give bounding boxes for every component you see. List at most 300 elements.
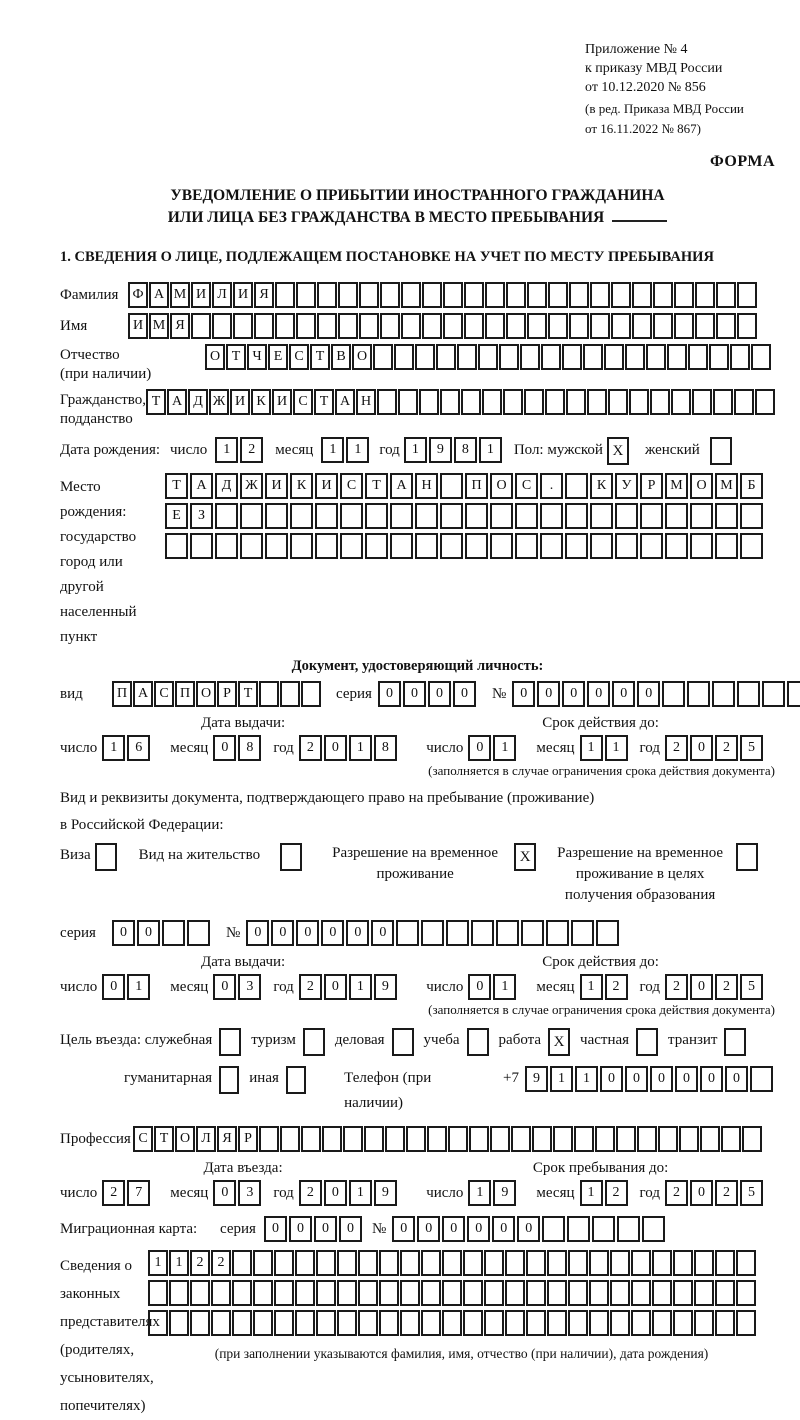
purpose-work-checkbox[interactable]: X: [548, 1028, 570, 1056]
char-box[interactable]: [421, 1310, 441, 1336]
char-box[interactable]: [440, 473, 463, 499]
char-box[interactable]: [590, 533, 613, 559]
char-box[interactable]: [715, 1280, 735, 1306]
char-box[interactable]: 0: [324, 735, 347, 761]
char-box[interactable]: О: [490, 473, 513, 499]
char-box[interactable]: [490, 533, 513, 559]
char-box[interactable]: [253, 1280, 273, 1306]
char-box[interactable]: И: [272, 389, 292, 415]
char-box[interactable]: [642, 1216, 665, 1242]
char-box[interactable]: [650, 389, 670, 415]
char-box[interactable]: 0: [271, 920, 294, 946]
char-box[interactable]: 0: [371, 920, 394, 946]
char-box[interactable]: [394, 344, 414, 370]
char-box[interactable]: [589, 1310, 609, 1336]
char-box[interactable]: [505, 1250, 525, 1276]
char-box[interactable]: [595, 1126, 615, 1152]
char-box[interactable]: [542, 1216, 565, 1242]
purpose-other-checkbox[interactable]: [286, 1066, 306, 1094]
char-box[interactable]: [569, 282, 589, 308]
char-box[interactable]: [337, 1310, 357, 1336]
char-box[interactable]: [640, 533, 663, 559]
char-box[interactable]: Л: [196, 1126, 216, 1152]
char-box[interactable]: [541, 344, 561, 370]
char-box[interactable]: [317, 282, 337, 308]
char-box[interactable]: [611, 282, 631, 308]
char-box[interactable]: [240, 503, 263, 529]
char-box[interactable]: Е: [268, 344, 288, 370]
char-box[interactable]: 2: [665, 1180, 688, 1206]
char-box[interactable]: [750, 1066, 773, 1092]
char-box[interactable]: [463, 1280, 483, 1306]
char-box[interactable]: [398, 389, 418, 415]
char-box[interactable]: 1: [349, 974, 372, 1000]
char-box[interactable]: [615, 503, 638, 529]
char-box[interactable]: [165, 533, 188, 559]
char-box[interactable]: О: [352, 344, 372, 370]
char-box[interactable]: [755, 389, 775, 415]
char-box[interactable]: [465, 503, 488, 529]
char-box[interactable]: [465, 533, 488, 559]
char-box[interactable]: [442, 1280, 462, 1306]
purpose-humanitarian-checkbox[interactable]: [219, 1066, 239, 1094]
char-box[interactable]: [695, 282, 715, 308]
char-box[interactable]: У: [615, 473, 638, 499]
char-box[interactable]: [469, 1126, 489, 1152]
char-box[interactable]: [211, 1280, 231, 1306]
char-box[interactable]: А: [133, 681, 153, 707]
char-box[interactable]: 1: [349, 1180, 372, 1206]
temp-residence-checkbox[interactable]: X: [514, 843, 536, 871]
char-box[interactable]: 2: [190, 1250, 210, 1276]
char-box[interactable]: 2: [299, 974, 322, 1000]
char-box[interactable]: Н: [356, 389, 376, 415]
char-box[interactable]: И: [230, 389, 250, 415]
char-box[interactable]: [592, 1216, 615, 1242]
char-box[interactable]: С: [154, 681, 174, 707]
char-box[interactable]: [400, 1250, 420, 1276]
char-box[interactable]: Н: [415, 473, 438, 499]
char-box[interactable]: [673, 1310, 693, 1336]
char-box[interactable]: [253, 1310, 273, 1336]
char-box[interactable]: 0: [378, 681, 401, 707]
char-box[interactable]: 0: [442, 1216, 465, 1242]
char-box[interactable]: Ж: [209, 389, 229, 415]
char-box[interactable]: [295, 1250, 315, 1276]
char-box[interactable]: [736, 1310, 756, 1336]
char-box[interactable]: [511, 1126, 531, 1152]
char-box[interactable]: 2: [665, 974, 688, 1000]
char-box[interactable]: 0: [213, 974, 236, 1000]
char-box[interactable]: 9: [525, 1066, 548, 1092]
char-box[interactable]: [463, 1250, 483, 1276]
char-box[interactable]: [478, 344, 498, 370]
char-box[interactable]: [688, 344, 708, 370]
char-box[interactable]: .: [540, 473, 563, 499]
char-box[interactable]: 7: [127, 1180, 150, 1206]
char-box[interactable]: [315, 503, 338, 529]
char-box[interactable]: [390, 503, 413, 529]
char-box[interactable]: 0: [637, 681, 660, 707]
char-box[interactable]: 1: [580, 735, 603, 761]
char-box[interactable]: [546, 920, 569, 946]
char-box[interactable]: [751, 344, 771, 370]
char-box[interactable]: 0: [492, 1216, 515, 1242]
char-box[interactable]: О: [196, 681, 216, 707]
char-box[interactable]: 0: [428, 681, 451, 707]
char-box[interactable]: Д: [188, 389, 208, 415]
char-box[interactable]: [274, 1250, 294, 1276]
char-box[interactable]: [316, 1280, 336, 1306]
char-box[interactable]: 1: [102, 735, 125, 761]
char-box[interactable]: Д: [215, 473, 238, 499]
char-box[interactable]: [547, 1280, 567, 1306]
char-box[interactable]: [762, 681, 785, 707]
char-box[interactable]: [315, 533, 338, 559]
char-box[interactable]: 2: [211, 1250, 231, 1276]
char-box[interactable]: 0: [392, 1216, 415, 1242]
char-box[interactable]: [365, 533, 388, 559]
char-box[interactable]: [274, 1280, 294, 1306]
char-box[interactable]: Р: [640, 473, 663, 499]
char-box[interactable]: И: [233, 282, 253, 308]
char-box[interactable]: [737, 282, 757, 308]
char-box[interactable]: 1: [493, 974, 516, 1000]
char-box[interactable]: К: [251, 389, 271, 415]
char-box[interactable]: А: [149, 282, 169, 308]
char-box[interactable]: 1: [468, 1180, 491, 1206]
char-box[interactable]: [340, 533, 363, 559]
char-box[interactable]: 0: [587, 681, 610, 707]
char-box[interactable]: М: [715, 473, 738, 499]
char-box[interactable]: А: [390, 473, 413, 499]
char-box[interactable]: [736, 1280, 756, 1306]
char-box[interactable]: [259, 681, 279, 707]
char-box[interactable]: 1: [493, 735, 516, 761]
room-number-blank[interactable]: [612, 208, 667, 222]
char-box[interactable]: [553, 1126, 573, 1152]
char-box[interactable]: [730, 344, 750, 370]
char-box[interactable]: М: [170, 282, 190, 308]
char-box[interactable]: [590, 313, 610, 339]
char-box[interactable]: 0: [321, 920, 344, 946]
char-box[interactable]: [526, 1250, 546, 1276]
char-box[interactable]: [673, 1280, 693, 1306]
char-box[interactable]: [590, 503, 613, 529]
char-box[interactable]: [232, 1280, 252, 1306]
purpose-official-checkbox[interactable]: [219, 1028, 241, 1056]
char-box[interactable]: [583, 344, 603, 370]
char-box[interactable]: Ф: [128, 282, 148, 308]
char-box[interactable]: [700, 1126, 720, 1152]
char-box[interactable]: [316, 1250, 336, 1276]
char-box[interactable]: Р: [238, 1126, 258, 1152]
char-box[interactable]: О: [205, 344, 225, 370]
char-box[interactable]: [265, 503, 288, 529]
char-box[interactable]: [484, 1310, 504, 1336]
char-box[interactable]: Р: [217, 681, 237, 707]
char-box[interactable]: [401, 282, 421, 308]
char-box[interactable]: 0: [700, 1066, 723, 1092]
char-box[interactable]: [290, 533, 313, 559]
char-box[interactable]: [496, 920, 519, 946]
char-box[interactable]: [290, 503, 313, 529]
char-box[interactable]: [569, 313, 589, 339]
char-box[interactable]: 1: [169, 1250, 189, 1276]
char-box[interactable]: [343, 1126, 363, 1152]
char-box[interactable]: 2: [299, 735, 322, 761]
char-box[interactable]: [596, 920, 619, 946]
char-box[interactable]: [212, 313, 232, 339]
char-box[interactable]: 1: [148, 1250, 168, 1276]
char-box[interactable]: 0: [403, 681, 426, 707]
char-box[interactable]: 0: [213, 1180, 236, 1206]
char-box[interactable]: [692, 389, 712, 415]
char-box[interactable]: 1: [127, 974, 150, 1000]
char-box[interactable]: [316, 1310, 336, 1336]
char-box[interactable]: [610, 1280, 630, 1306]
char-box[interactable]: [652, 1310, 672, 1336]
char-box[interactable]: [275, 313, 295, 339]
purpose-study-checkbox[interactable]: [467, 1028, 489, 1056]
char-box[interactable]: [446, 920, 469, 946]
char-box[interactable]: [461, 389, 481, 415]
char-box[interactable]: [358, 1310, 378, 1336]
char-box[interactable]: [377, 389, 397, 415]
purpose-business-checkbox[interactable]: [392, 1028, 414, 1056]
char-box[interactable]: [442, 1310, 462, 1336]
char-box[interactable]: 1: [215, 437, 238, 463]
char-box[interactable]: 5: [740, 974, 763, 1000]
visa-checkbox[interactable]: [95, 843, 117, 871]
char-box[interactable]: [587, 389, 607, 415]
char-box[interactable]: З: [190, 503, 213, 529]
char-box[interactable]: П: [112, 681, 132, 707]
char-box[interactable]: [415, 533, 438, 559]
char-box[interactable]: [589, 1250, 609, 1276]
char-box[interactable]: [379, 1310, 399, 1336]
char-box[interactable]: 0: [264, 1216, 287, 1242]
char-box[interactable]: [652, 1250, 672, 1276]
char-box[interactable]: [253, 1250, 273, 1276]
char-box[interactable]: [187, 920, 210, 946]
char-box[interactable]: [540, 503, 563, 529]
char-box[interactable]: 2: [299, 1180, 322, 1206]
char-box[interactable]: [464, 282, 484, 308]
char-box[interactable]: 0: [467, 1216, 490, 1242]
char-box[interactable]: Я: [170, 313, 190, 339]
char-box[interactable]: 8: [374, 735, 397, 761]
char-box[interactable]: 0: [324, 1180, 347, 1206]
char-box[interactable]: [547, 1310, 567, 1336]
char-box[interactable]: [421, 1250, 441, 1276]
char-box[interactable]: О: [690, 473, 713, 499]
char-box[interactable]: [275, 282, 295, 308]
char-box[interactable]: [615, 533, 638, 559]
char-box[interactable]: [646, 344, 666, 370]
char-box[interactable]: [215, 533, 238, 559]
char-box[interactable]: 0: [512, 681, 535, 707]
char-box[interactable]: [695, 313, 715, 339]
char-box[interactable]: [716, 313, 736, 339]
char-box[interactable]: [482, 389, 502, 415]
char-box[interactable]: Е: [165, 503, 188, 529]
char-box[interactable]: [471, 920, 494, 946]
char-box[interactable]: [385, 1126, 405, 1152]
char-box[interactable]: [490, 1126, 510, 1152]
char-box[interactable]: [527, 282, 547, 308]
char-box[interactable]: [625, 344, 645, 370]
char-box[interactable]: [737, 313, 757, 339]
char-box[interactable]: [662, 681, 685, 707]
char-box[interactable]: 0: [346, 920, 369, 946]
char-box[interactable]: [694, 1250, 714, 1276]
char-box[interactable]: [667, 344, 687, 370]
char-box[interactable]: [787, 681, 800, 707]
char-box[interactable]: [548, 282, 568, 308]
char-box[interactable]: 0: [289, 1216, 312, 1242]
char-box[interactable]: [322, 1126, 342, 1152]
char-box[interactable]: Т: [146, 389, 166, 415]
char-box[interactable]: [190, 1280, 210, 1306]
purpose-transit-checkbox[interactable]: [724, 1028, 746, 1056]
char-box[interactable]: [567, 1216, 590, 1242]
char-box[interactable]: А: [190, 473, 213, 499]
char-box[interactable]: [419, 389, 439, 415]
char-box[interactable]: М: [149, 313, 169, 339]
char-box[interactable]: [296, 282, 316, 308]
char-box[interactable]: [233, 313, 253, 339]
char-box[interactable]: [440, 389, 460, 415]
char-box[interactable]: 2: [665, 735, 688, 761]
char-box[interactable]: 0: [296, 920, 319, 946]
char-box[interactable]: [485, 282, 505, 308]
char-box[interactable]: О: [175, 1126, 195, 1152]
char-box[interactable]: К: [590, 473, 613, 499]
char-box[interactable]: 0: [612, 681, 635, 707]
char-box[interactable]: [715, 1250, 735, 1276]
char-box[interactable]: 0: [537, 681, 560, 707]
char-box[interactable]: Л: [212, 282, 232, 308]
char-box[interactable]: Т: [226, 344, 246, 370]
char-box[interactable]: [545, 389, 565, 415]
char-box[interactable]: [338, 313, 358, 339]
char-box[interactable]: [721, 1126, 741, 1152]
char-box[interactable]: [211, 1310, 231, 1336]
char-box[interactable]: [505, 1280, 525, 1306]
char-box[interactable]: [671, 389, 691, 415]
char-box[interactable]: [568, 1280, 588, 1306]
char-box[interactable]: 2: [240, 437, 263, 463]
char-box[interactable]: С: [133, 1126, 153, 1152]
char-box[interactable]: [484, 1250, 504, 1276]
char-box[interactable]: [629, 389, 649, 415]
char-box[interactable]: [265, 533, 288, 559]
char-box[interactable]: 0: [112, 920, 135, 946]
char-box[interactable]: [715, 503, 738, 529]
char-box[interactable]: [499, 344, 519, 370]
char-box[interactable]: [637, 1126, 657, 1152]
char-box[interactable]: [463, 1310, 483, 1336]
char-box[interactable]: [503, 389, 523, 415]
char-box[interactable]: [317, 313, 337, 339]
char-box[interactable]: С: [293, 389, 313, 415]
char-box[interactable]: [589, 1280, 609, 1306]
char-box[interactable]: 1: [404, 437, 427, 463]
char-box[interactable]: 2: [102, 1180, 125, 1206]
char-box[interactable]: [674, 282, 694, 308]
char-box[interactable]: [548, 313, 568, 339]
char-box[interactable]: 0: [453, 681, 476, 707]
char-box[interactable]: [610, 1310, 630, 1336]
char-box[interactable]: [340, 503, 363, 529]
char-box[interactable]: [415, 344, 435, 370]
char-box[interactable]: С: [289, 344, 309, 370]
char-box[interactable]: [505, 1310, 525, 1336]
char-box[interactable]: Ч: [247, 344, 267, 370]
char-box[interactable]: 0: [517, 1216, 540, 1242]
char-box[interactable]: [631, 1250, 651, 1276]
char-box[interactable]: [422, 282, 442, 308]
char-box[interactable]: 0: [690, 974, 713, 1000]
char-box[interactable]: 1: [321, 437, 344, 463]
char-box[interactable]: [665, 533, 688, 559]
residence-permit-checkbox[interactable]: [280, 843, 302, 871]
char-box[interactable]: [590, 282, 610, 308]
char-box[interactable]: [631, 1310, 651, 1336]
char-box[interactable]: 0: [725, 1066, 748, 1092]
char-box[interactable]: Т: [365, 473, 388, 499]
char-box[interactable]: Т: [238, 681, 258, 707]
char-box[interactable]: [716, 282, 736, 308]
char-box[interactable]: 1: [575, 1066, 598, 1092]
char-box[interactable]: И: [191, 282, 211, 308]
char-box[interactable]: [632, 313, 652, 339]
char-box[interactable]: [400, 1310, 420, 1336]
char-box[interactable]: 0: [417, 1216, 440, 1242]
char-box[interactable]: [232, 1250, 252, 1276]
char-box[interactable]: [169, 1310, 189, 1336]
char-box[interactable]: [690, 503, 713, 529]
char-box[interactable]: [485, 313, 505, 339]
char-box[interactable]: [737, 681, 760, 707]
char-box[interactable]: [436, 344, 456, 370]
char-box[interactable]: [443, 313, 463, 339]
char-box[interactable]: [406, 1126, 426, 1152]
char-box[interactable]: 9: [374, 1180, 397, 1206]
char-box[interactable]: [448, 1126, 468, 1152]
char-box[interactable]: [673, 1250, 693, 1276]
char-box[interactable]: [440, 503, 463, 529]
char-box[interactable]: 9: [429, 437, 452, 463]
char-box[interactable]: [740, 503, 763, 529]
char-box[interactable]: И: [128, 313, 148, 339]
char-box[interactable]: [490, 503, 513, 529]
char-box[interactable]: [169, 1280, 189, 1306]
char-box[interactable]: [190, 1310, 210, 1336]
char-box[interactable]: [280, 1126, 300, 1152]
char-box[interactable]: [604, 344, 624, 370]
char-box[interactable]: Я: [217, 1126, 237, 1152]
char-box[interactable]: [295, 1280, 315, 1306]
char-box[interactable]: [415, 503, 438, 529]
sex-male-checkbox[interactable]: X: [607, 437, 629, 465]
char-box[interactable]: [520, 344, 540, 370]
char-box[interactable]: 0: [625, 1066, 648, 1092]
char-box[interactable]: 0: [675, 1066, 698, 1092]
char-box[interactable]: [640, 503, 663, 529]
sex-female-checkbox[interactable]: [710, 437, 732, 465]
